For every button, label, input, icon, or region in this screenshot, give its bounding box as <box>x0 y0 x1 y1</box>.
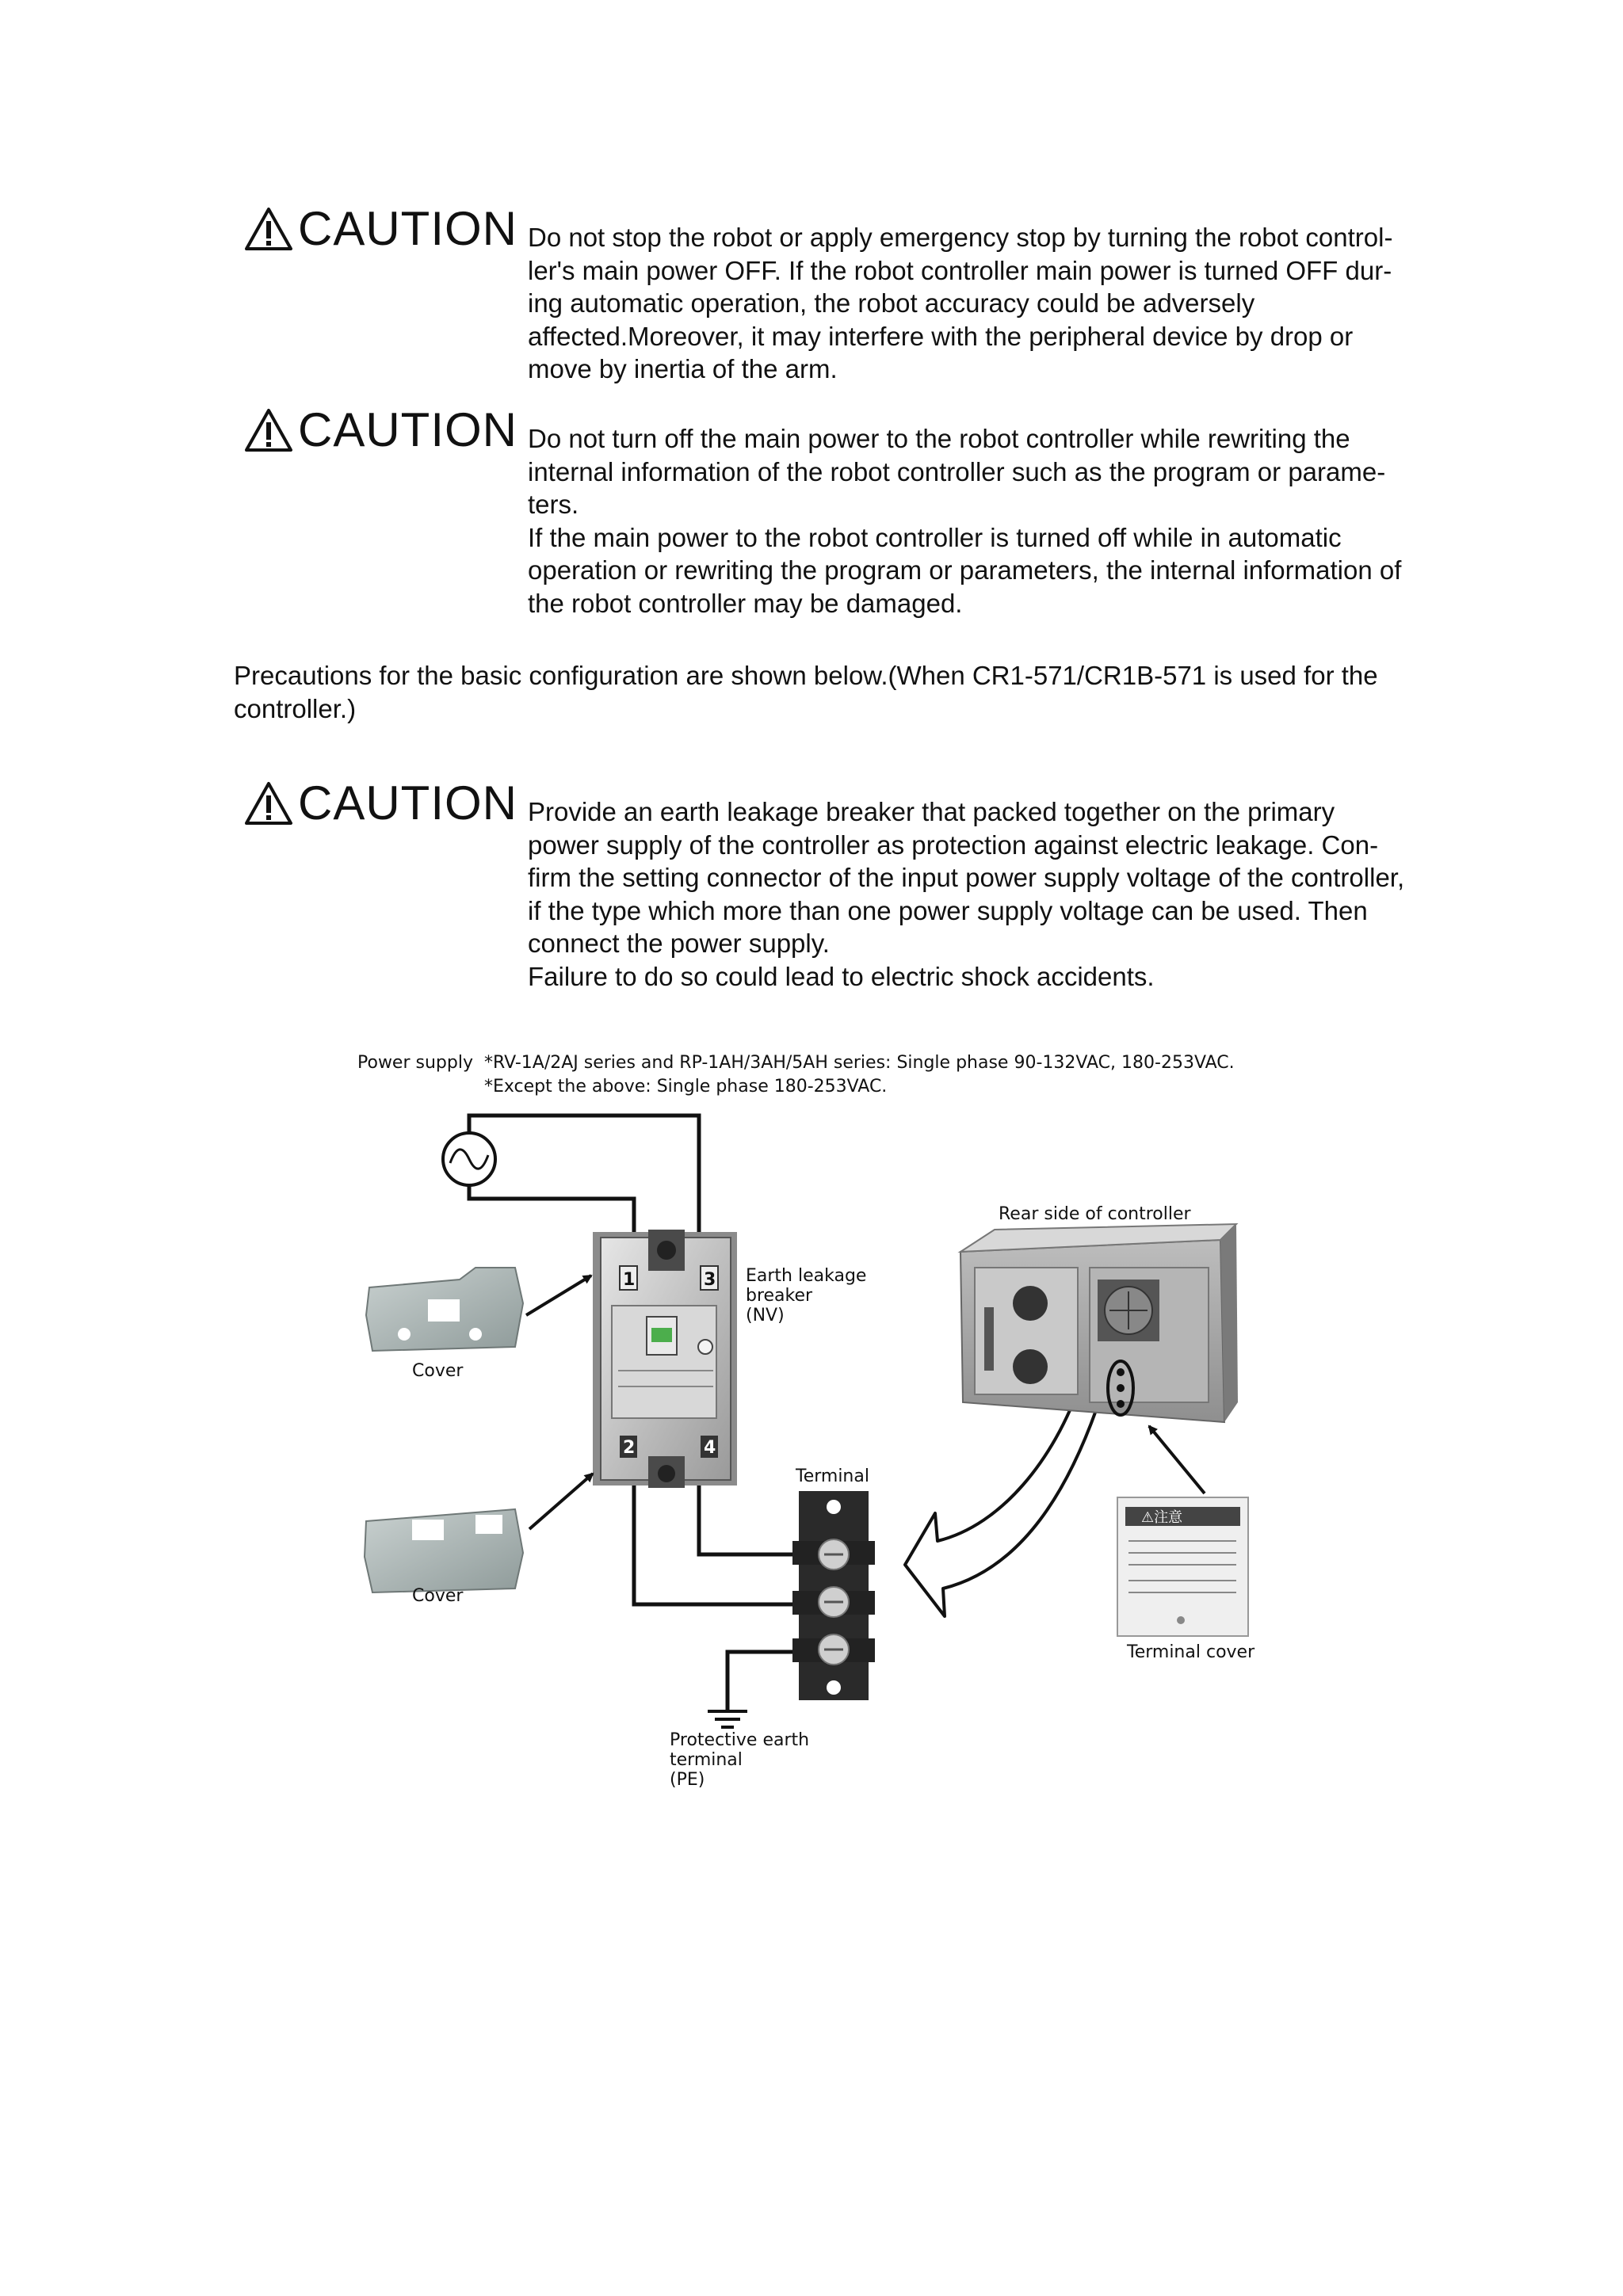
cover-top-arrow <box>526 1276 591 1315</box>
intro-line-2: controller.) <box>234 693 357 723</box>
earth-leakage-breaker <box>593 1230 737 1488</box>
breaker-cover-bottom <box>365 1509 523 1592</box>
controller-rear-unit <box>960 1224 1238 1422</box>
caution-2-line-5: operation or rewriting the program or parameters, the internal information of <box>528 555 1402 585</box>
caution-2-line-6: the robot controller may be damaged. <box>528 588 963 618</box>
cover-label-bottom: Cover <box>412 1586 464 1606</box>
breaker-terminal-2: 2 <box>623 1438 636 1458</box>
intro-paragraph <box>234 659 1454 725</box>
caution-1-line-3: ing automatic operation, the robot accuracy could be adversely <box>528 288 1255 318</box>
cover-bottom-arrow <box>529 1474 593 1529</box>
breaker-label-2: breaker <box>746 1286 813 1306</box>
caution-2-line-1: Do not turn off the main power to the robot controller while rewriting the <box>528 424 1350 453</box>
terminal-cover-plate <box>1117 1497 1248 1636</box>
terminal-cover-arrow <box>1149 1426 1205 1493</box>
caution-1-line-4: affected.Moreover, it may interfere with the peripheral device by drop or <box>528 321 1354 351</box>
power-note-2: *Except the above: Single phase 180-253VAC. <box>484 1077 888 1097</box>
breaker-terminal-4: 4 <box>704 1438 716 1458</box>
cover-label-top: Cover <box>412 1361 464 1381</box>
ac-power-source-icon <box>443 1133 495 1185</box>
breaker-terminal-1: 1 <box>623 1270 636 1290</box>
terminal-block <box>792 1491 875 1700</box>
caution-heading-text-1: CAUTION <box>298 202 517 255</box>
pe-label-1: Protective earth <box>670 1730 810 1750</box>
caution-heading-text-3: CAUTION <box>298 776 517 830</box>
caution-3-line-5: connect the power supply. <box>528 929 830 958</box>
caution-body-1 <box>528 221 1447 386</box>
caution-body-2 <box>528 422 1447 620</box>
caution-1-line-1: Do not stop the robot or apply emergency stop by turning the robot control- <box>528 223 1393 252</box>
caution-2-line-3: ters. <box>528 490 579 519</box>
caution-heading-1 <box>244 201 517 256</box>
cover-plate-title: ⚠注意 <box>1141 1509 1183 1526</box>
caution-2-line-4: If the main power to the robot controller is turned off while in automatic <box>528 522 1342 552</box>
breaker-cover-top <box>366 1268 523 1351</box>
caution-heading-3 <box>244 776 517 830</box>
warning-triangle-icon <box>244 207 293 251</box>
caution-heading-text-2: CAUTION <box>298 403 517 456</box>
power-note-1: *RV-1A/2AJ series and RP-1AH/3AH/5AH series: Single phase 90-132VAC, 180-253VAC. <box>484 1053 1235 1073</box>
breaker-terminal-3: 3 <box>704 1270 716 1290</box>
caution-3-line-3: firm the setting connector of the input power supply voltage of the controller, <box>528 863 1405 892</box>
caution-3-line-6: Failure to do so could lead to electric shock accidents. <box>528 961 1155 991</box>
warning-triangle-icon <box>244 408 293 452</box>
caution-2-line-2: internal information of the robot controller such as the program or parame- <box>528 456 1386 486</box>
pe-label-3: (PE) <box>670 1770 705 1790</box>
caution-1-line-5: move by inertia of the arm. <box>528 354 838 383</box>
breaker-label-3: (NV) <box>746 1306 785 1325</box>
intro-line-1: Precautions for the basic configuration are shown below.(When CR1-571/CR1B-571 is used for the <box>234 661 1378 690</box>
caution-3-line-4: if the type which more than one power supply voltage can be used. Then <box>528 895 1368 925</box>
big-curved-arrow <box>905 1386 1102 1616</box>
warning-triangle-icon <box>244 781 293 826</box>
pe-label-2: terminal <box>670 1750 743 1770</box>
ground-symbol-icon <box>708 1711 747 1727</box>
caution-3-line-2: power supply of the controller as protection against electric leakage. Con- <box>528 830 1379 860</box>
rear-label: Rear side of controller <box>999 1204 1191 1224</box>
terminal-label: Terminal <box>796 1466 869 1486</box>
breaker-label-1: Earth leakage <box>746 1266 867 1286</box>
caution-heading-2 <box>244 402 517 457</box>
power-supply-label: Power supply <box>357 1053 473 1073</box>
caution-1-line-2: ler's main power OFF. If the robot controller main power is turned OFF dur- <box>528 255 1392 285</box>
caution-body-3 <box>528 795 1447 993</box>
terminal-cover-label: Terminal cover <box>1127 1642 1255 1662</box>
caution-3-line-1: Provide an earth leakage breaker that packed together on the primary <box>528 797 1335 826</box>
